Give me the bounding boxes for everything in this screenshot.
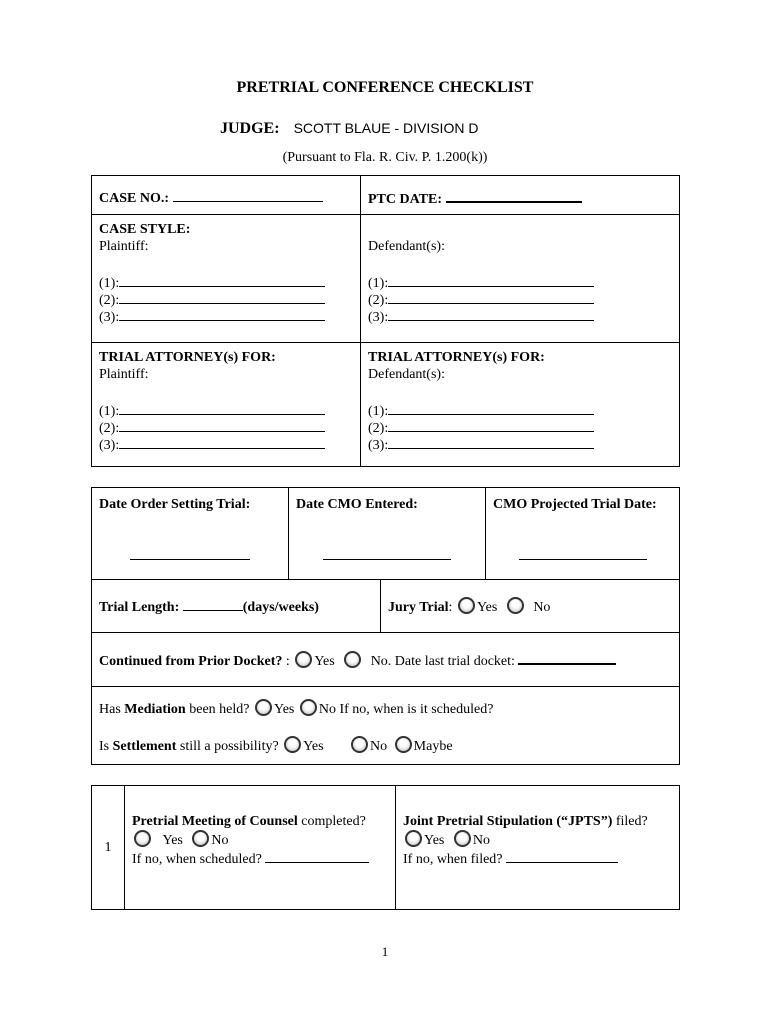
- jpts-no-radio[interactable]: [454, 830, 471, 847]
- line-label: (2):: [368, 293, 389, 308]
- pmoc-label: Pretrial Meeting of Counsel: [132, 814, 298, 829]
- jury-trial-label: Jury Trial: [388, 599, 449, 615]
- plaintiff-label: Plaintiff:: [99, 239, 149, 254]
- line-label: (1):: [99, 276, 120, 291]
- mediation-no-label: No If no, when is it scheduled?: [318, 702, 494, 717]
- settlement-still-possible: still a possibility?: [179, 739, 279, 754]
- pmoc-cell: [125, 786, 396, 910]
- case-table: [91, 175, 680, 467]
- pmoc-ifno-label: If no, when scheduled?: [132, 852, 262, 867]
- jury-no-label: No: [533, 599, 551, 615]
- page-number: 1: [381, 944, 389, 959]
- attorney-plaintiff-field-3[interactable]: [119, 435, 325, 449]
- trial-length-unit: (days/weeks): [242, 599, 319, 615]
- case-no-field[interactable]: [173, 188, 323, 202]
- case-no-label: CASE NO.:: [99, 191, 170, 206]
- continued-yes-radio[interactable]: [295, 651, 312, 668]
- defendant-cell: [361, 215, 680, 343]
- attorney-defendant-cell: [361, 343, 680, 467]
- plaintiff-line-3[interactable]: [99, 307, 353, 324]
- trial-table: [91, 487, 680, 765]
- settlement-maybe-radio[interactable]: [395, 736, 412, 753]
- attorney-plaintiff-line-1[interactable]: [99, 401, 353, 418]
- settlement-line: [99, 736, 672, 755]
- attorney-plaintiff-field-2[interactable]: [119, 418, 325, 432]
- mediation-cell: [92, 687, 680, 765]
- pursuant-rule: (Pursuant to Fla. R. Civ. P. 1.200(k)): [282, 150, 488, 165]
- judge-label: JUDGE:: [220, 120, 280, 137]
- line-label: (3):: [368, 310, 389, 325]
- mediation-been-held: been held?: [189, 702, 250, 717]
- attorney-defendant-line-1[interactable]: [368, 401, 672, 418]
- mediation-no-radio[interactable]: [300, 699, 317, 716]
- jpts-yes-radio[interactable]: [405, 830, 422, 847]
- row-number-cell: [92, 786, 125, 910]
- ptc-date-label: PTC DATE:: [368, 192, 443, 207]
- settlement-maybe-label: Maybe: [413, 739, 453, 754]
- plaintiff-field-2[interactable]: [119, 290, 325, 304]
- defendant-label: Defendant(s):: [368, 239, 445, 254]
- continued-yes-label: Yes: [314, 653, 335, 669]
- meeting-table: [91, 785, 680, 910]
- defendant-field-2[interactable]: [388, 290, 594, 304]
- line-label: (1):: [368, 276, 389, 291]
- judge-line: [220, 120, 478, 138]
- jury-yes-label: Yes: [476, 599, 498, 615]
- cmo-projected-cell: [486, 488, 680, 580]
- row-number: 1: [104, 840, 112, 855]
- cmo-entered-cell: [289, 488, 486, 580]
- attorney-plaintiff-line-2[interactable]: [99, 418, 353, 435]
- pmoc-scheduled-field[interactable]: [265, 849, 369, 863]
- attorney-plaintiff-line-3[interactable]: [99, 435, 353, 452]
- line-label: (2):: [368, 421, 389, 436]
- cmo-entered-label: Date CMO Entered:: [296, 497, 418, 512]
- line-label: (2):: [99, 293, 120, 308]
- continued-cell: [92, 633, 680, 687]
- mediation-yes-label: Yes: [273, 702, 295, 717]
- jpts-rest: filed?: [615, 814, 648, 829]
- attorney-defendant-field-2[interactable]: [388, 418, 594, 432]
- defendant-line-3[interactable]: [368, 307, 672, 324]
- continued-no-label: No. Date last trial docket:: [370, 653, 515, 669]
- ptc-date-cell: [361, 176, 680, 215]
- line-label: (2):: [99, 421, 120, 436]
- continued-sep: :: [285, 653, 290, 669]
- attorney-defendant-line-3[interactable]: [368, 435, 672, 452]
- pmoc-no-label: No: [211, 833, 229, 848]
- settlement-no-label: No: [370, 739, 388, 754]
- trial-length-cell: [92, 580, 381, 633]
- cmo-projected-field[interactable]: [519, 546, 647, 560]
- order-setting-trial-cell: [92, 488, 289, 580]
- cmo-projected-label: CMO Projected Trial Date:: [493, 497, 657, 512]
- attorney-defendant-label: Defendant(s):: [368, 367, 445, 382]
- jpts-filed-field[interactable]: [506, 849, 618, 863]
- jpts-cell: [396, 786, 680, 910]
- last-trial-docket-field[interactable]: [518, 650, 616, 665]
- trial-length-label: Trial Length:: [99, 599, 180, 615]
- plaintiff-line-2[interactable]: [99, 290, 353, 307]
- pmoc-no-radio[interactable]: [192, 830, 209, 847]
- jpts-label: Joint Pretrial Stipulation (“JPTS”): [403, 814, 613, 829]
- mediation-has: Has: [99, 702, 121, 717]
- attorney-plaintiff-cell: [92, 343, 361, 467]
- continued-label: Continued from Prior Docket?: [99, 653, 283, 669]
- attorney-plaintiff-field-1[interactable]: [119, 401, 325, 415]
- jury-no-radio[interactable]: [507, 597, 524, 614]
- cmo-entered-field[interactable]: [323, 546, 451, 560]
- line-label: (1):: [368, 404, 389, 419]
- trial-attorney-label: TRIAL ATTORNEY(s) FOR:: [99, 350, 276, 365]
- jpts-ifno-label: If no, when filed?: [403, 852, 503, 867]
- plaintiff-cell: [92, 215, 361, 343]
- pmoc-yes-label: Yes: [162, 833, 183, 848]
- line-label: (1):: [99, 404, 120, 419]
- page-title: PRETRIAL CONFERENCE CHECKLIST: [236, 79, 534, 96]
- attorney-defendant-field-1[interactable]: [388, 401, 594, 415]
- order-setting-trial-label: Date Order Setting Trial:: [99, 497, 251, 512]
- pmoc-rest: completed?: [301, 814, 366, 829]
- ptc-date-field[interactable]: [446, 188, 582, 203]
- mediation-yes-radio[interactable]: [255, 699, 272, 716]
- defendant-line-2[interactable]: [368, 290, 672, 307]
- plaintiff-field-1[interactable]: [119, 273, 325, 287]
- defendant-field-3[interactable]: [388, 307, 594, 321]
- plaintiff-field-3[interactable]: [119, 307, 325, 321]
- jury-trial-cell: Jury Trial: Yes No: [381, 580, 680, 633]
- attorney-defendant-field-3[interactable]: [388, 435, 594, 449]
- mediation-word: Mediation: [124, 702, 186, 717]
- defendant-field-1[interactable]: [388, 273, 594, 287]
- line-label: (3):: [368, 438, 389, 453]
- settlement-word: Settlement: [112, 739, 177, 754]
- continued-no-radio[interactable]: [344, 651, 361, 668]
- trial-length-field[interactable]: [183, 597, 243, 611]
- jury-yes-radio[interactable]: [458, 597, 475, 614]
- case-style-label: CASE STYLE:: [99, 222, 191, 237]
- jpts-no-label: No: [472, 833, 490, 848]
- trial-attorney-label: TRIAL ATTORNEY(s) FOR:: [368, 350, 545, 365]
- judge-name: SCOTT BLAUE - DIVISION D: [293, 120, 479, 136]
- jpts-yes-label: Yes: [424, 833, 445, 848]
- pmoc-yes-radio[interactable]: [134, 830, 151, 847]
- defendant-line-1[interactable]: [368, 273, 672, 290]
- order-setting-trial-field[interactable]: [130, 546, 250, 560]
- mediation-line: [99, 699, 672, 718]
- settlement-yes-label: Yes: [303, 739, 324, 754]
- settlement-no-radio[interactable]: [351, 736, 368, 753]
- attorney-defendant-line-2[interactable]: [368, 418, 672, 435]
- plaintiff-line-1[interactable]: [99, 273, 353, 290]
- settlement-is: Is: [99, 739, 110, 754]
- line-label: (3):: [99, 438, 120, 453]
- attorney-plaintiff-label: Plaintiff:: [99, 367, 149, 382]
- line-label: (3):: [99, 310, 120, 325]
- settlement-yes-radio[interactable]: [284, 736, 301, 753]
- case-no-cell: [92, 176, 361, 215]
